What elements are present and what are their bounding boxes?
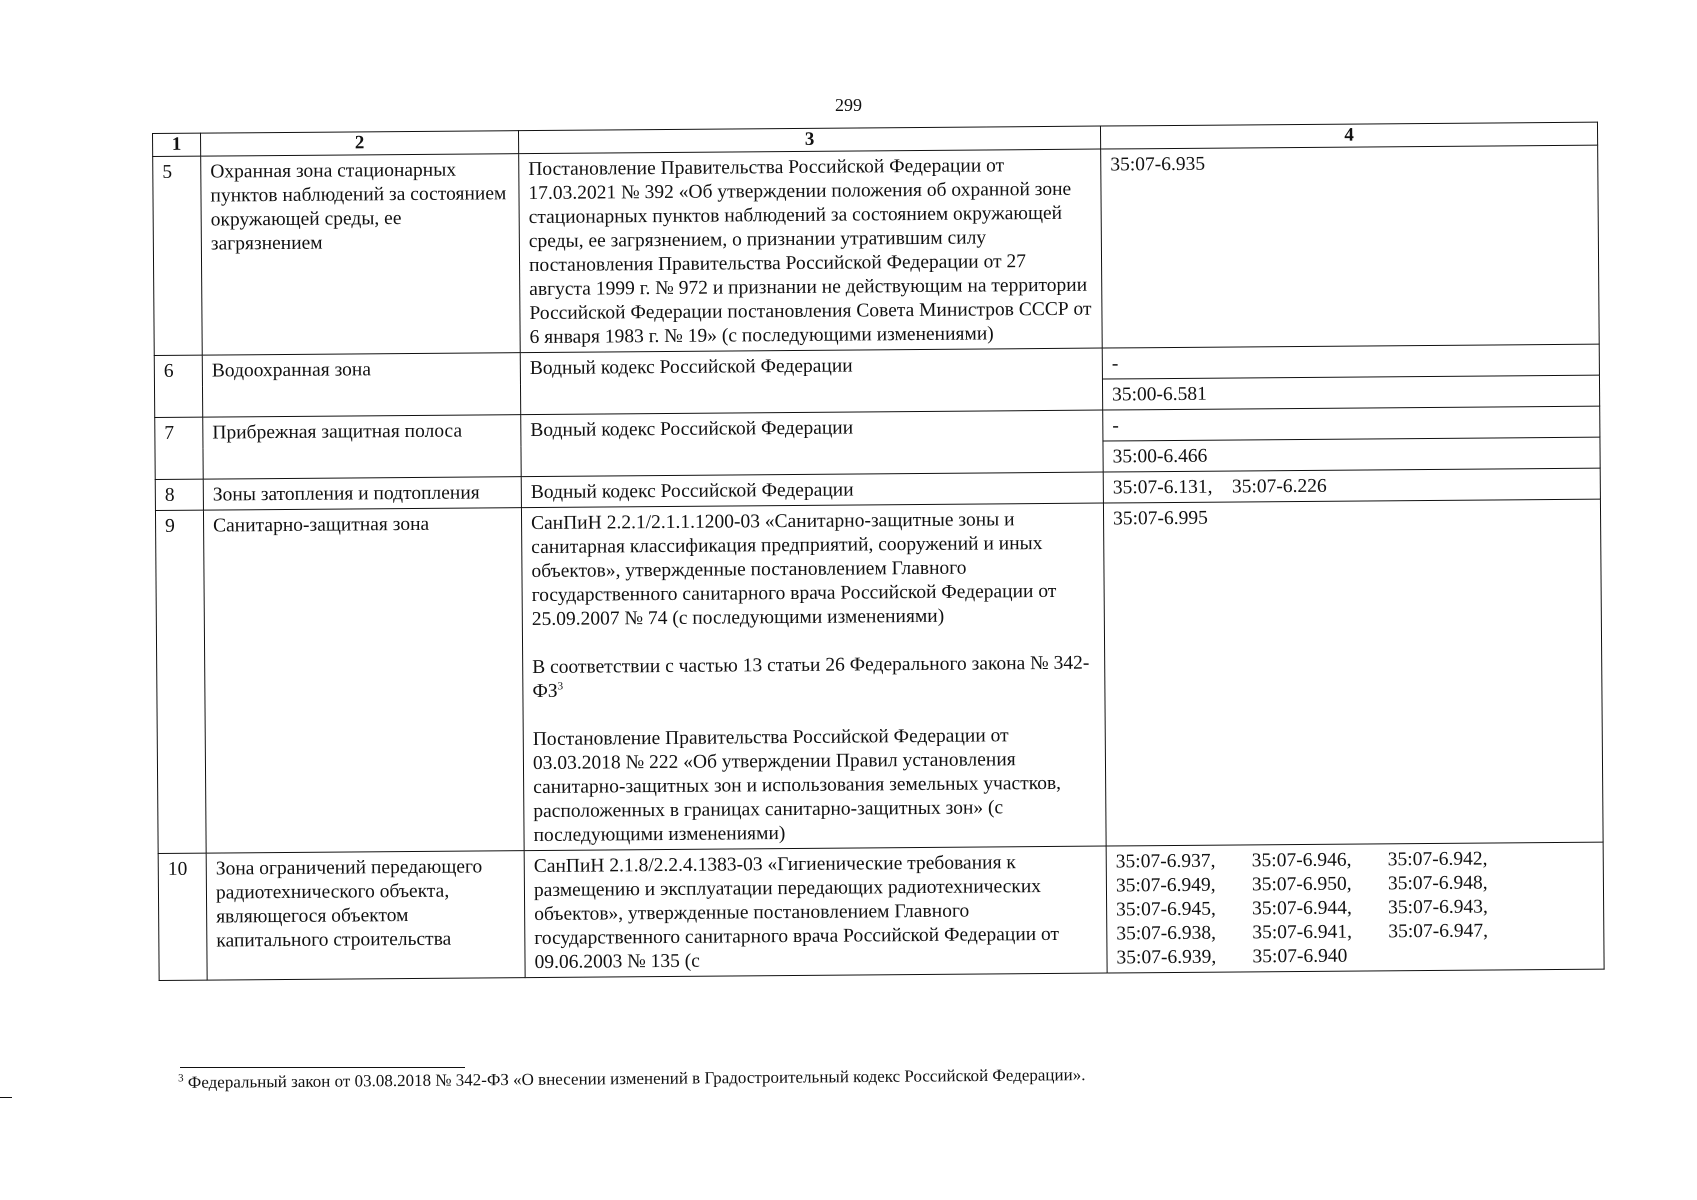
legal-basis-paragraph: В соответствии с частью 13 статьи 26 Федерального закона № $342-ФЗ^3$ <box>532 652 1090 703</box>
zone-name: Санитарно-защитная зона <box>203 508 524 853</box>
registry-code: 35:07-6.946, <box>1251 849 1352 872</box>
legal-basis: Постановление Правительства Российской Федерации от 17.03.2021 № 392 «Об утверждении положения об охранной зоне стационарных пунктов наблюдений за состоянием окружающей среды, ее загрязнением, о признании утратившим силу постановления Правительства Российской Федерации от 27 августа 1999 г. № 972 и признании не действующим на территории Российской Федерации постановления Совета Министров СССР от 6 января 1983 г. № 19» (с последующими изменениями) <box>519 149 1103 353</box>
registry-code: 35:07-6.943, <box>1388 896 1488 919</box>
table-row <box>158 842 1604 980</box>
registry-code: 35:07-6.937, <box>1115 850 1216 873</box>
registry-code: 35:07-6.948, <box>1387 872 1488 895</box>
legal-basis: Водный кодекс Российской Федерации <box>520 348 1102 415</box>
zone-name: Зона ограничений передающего радиотехнического объекта, являющегося объектом капитального строительства <box>206 851 525 980</box>
registry-code: 35:07-6.947, <box>1388 920 1489 943</box>
registry-code: 35:07-6.950, <box>1251 873 1352 896</box>
header-col-3: 3 <box>518 126 1100 154</box>
table-row <box>155 499 1603 853</box>
row-number: 7 <box>155 417 203 479</box>
registry-code: 35:07-6.944, <box>1252 897 1352 920</box>
row-number: 9 <box>155 510 206 853</box>
zone-name: Охранная зона стационарных пунктов наблюдений за состоянием окружающей среды, ее загрязнением <box>201 154 521 355</box>
zone-name: Зоны затопления и подтопления <box>203 477 521 510</box>
row-number: 10 <box>158 853 207 980</box>
registry-code: 35:07-6.942, <box>1387 848 1488 871</box>
row-number: 6 <box>154 355 202 417</box>
registry-codes: 35:07-6.935 <box>1101 145 1600 348</box>
table-row <box>153 145 1600 355</box>
legal-basis <box>521 503 1106 851</box>
registry-code: 35:07-6.939, <box>1116 946 1217 969</box>
registry-codes: 35:00-6.581 <box>1102 375 1599 410</box>
codes-grid <box>1116 847 1595 971</box>
zone-name: Прибрежная защитная полоса <box>203 415 521 479</box>
registry-code: 35:07-6.941, <box>1252 921 1353 944</box>
registry-codes: - <box>1102 344 1599 379</box>
registry-code: 35:07-6.949, <box>1115 874 1216 897</box>
registry-codes: 35:00-6.466 <box>1103 437 1600 472</box>
registry-code: 35:07-6.938, <box>1116 922 1217 945</box>
zones-table <box>152 122 1605 981</box>
header-col-2: 2 <box>201 131 519 156</box>
page-number: 299 <box>835 95 862 115</box>
legal-basis: СанПиН 2.1.8/2.2.4.1383-03 «Гигиенические требования к размещению и эксплуатации передающих радиотехнических объектов», утвержденные постановлением Главного государственного санитарного врача Российской Федерации от 09.06.2003 № 135 (с <box>524 846 1107 978</box>
header-col-1: 1 <box>153 133 201 156</box>
registry-codes: 35:07-6.995 <box>1103 499 1603 846</box>
legal-basis: Водный кодекс Российской Федерации <box>521 472 1103 508</box>
header-col-4: 4 <box>1100 122 1597 149</box>
footnote-text: Федеральный закон от 03.08.2018 № 342-ФЗ «О внесении изменений в Градостроительный кодекс Российской Федерации». <box>187 1065 1086 1092</box>
footnote <box>178 1064 1086 1094</box>
legal-basis-paragraph: Постановление Правительства Российской Федерации от 03.03.2018 № 222 «Об утверждении Правил установления санитарно-защитных зон и использования земельных участков, расположенных в границах санитарно-защитных зон» (с последующими изменениями) <box>532 725 1062 847</box>
registry-code: 35:07-6.945, <box>1116 898 1216 921</box>
row-number: 8 <box>155 479 203 510</box>
legal-basis: Водный кодекс Российской Федерации <box>521 410 1103 477</box>
registry-codes: - <box>1103 406 1600 441</box>
registry-codes <box>1106 842 1604 973</box>
registry-codes: 35:07-6.131, 35:07-6.226 <box>1103 468 1600 503</box>
footnote-ref: 3 <box>557 680 564 693</box>
legal-basis-paragraph: СанПиН 2.2.1/2.1.1.1200-03 «Санитарно-защитные зоны и санитарная классификация предприятий, сооружений и иных объектов», утвержденные постановлением Главного государственного санитарного врача Российской Федерации от 25.09.2007 № 74 (с последующими изменениями) <box>530 509 1057 631</box>
row-number: 5 <box>153 156 203 355</box>
margin-dash <box>0 1097 12 1098</box>
registry-code: 35:07-6.940 <box>1252 945 1348 968</box>
footnote-marker: 3 <box>178 1072 184 1085</box>
zone-name: Водоохранная зона <box>202 353 520 417</box>
footnote-separator <box>180 1067 465 1068</box>
